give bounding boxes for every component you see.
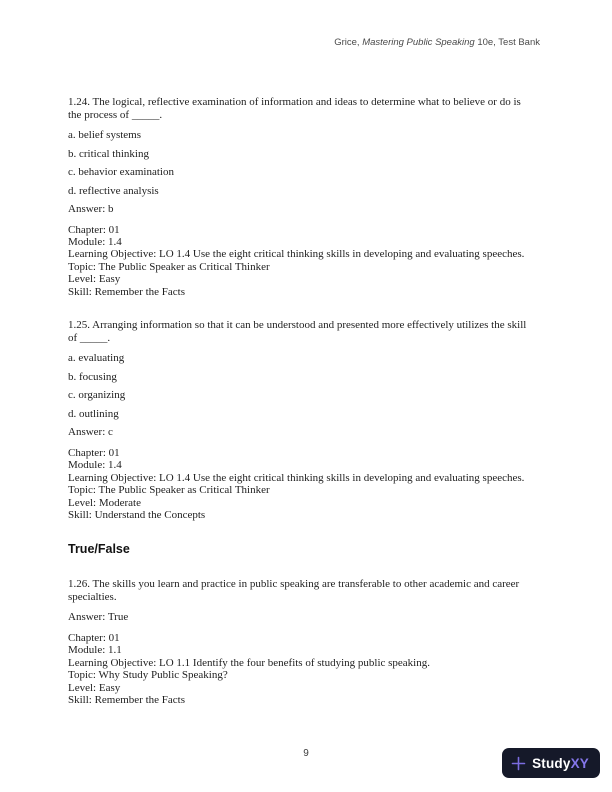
- question-text: [68, 96, 552, 121]
- meta-level: Level: Easy: [68, 273, 121, 286]
- question-metadata: [68, 632, 552, 707]
- meta-module: Module: 1.4: [68, 459, 122, 472]
- option-a: a. evaluating: [68, 352, 125, 365]
- question-line: specialties.: [68, 590, 117, 603]
- meta-module: Module: 1.1: [68, 644, 122, 657]
- meta-learning-objective: Learning Objective: LO 1.4 Use the eight critical thinking skills in developing and evaluating speeches.: [68, 471, 525, 484]
- header-suffix: 10e, Test Bank: [474, 37, 540, 48]
- question-line: of _____.: [68, 331, 111, 344]
- meta-topic: Topic: Why Study Public Speaking?: [68, 669, 228, 682]
- meta-chapter: Chapter: 01: [68, 223, 120, 236]
- plus-icon: [511, 756, 526, 771]
- question-1-26: [68, 578, 552, 706]
- meta-topic: Topic: The Public Speaker as Critical Thinker: [68, 260, 270, 273]
- logo-wordmark: [532, 756, 589, 771]
- header-book-title: Mastering Public Speaking: [362, 37, 475, 48]
- option-d: d. reflective analysis: [68, 184, 159, 197]
- question-line: 1.25. Arranging information so that it can be understood and presented more effectively utilizes the skill: [68, 319, 527, 332]
- meta-learning-objective: Learning Objective: LO 1.1 Identify the four benefits of studying public speaking.: [68, 656, 430, 669]
- meta-chapter: Chapter: 01: [68, 631, 120, 644]
- meta-skill: Skill: Remember the Facts: [68, 694, 186, 707]
- answer-line: Answer: c: [68, 426, 113, 439]
- meta-level: Level: Easy: [68, 681, 121, 694]
- studyxy-logo: [502, 748, 600, 778]
- question-1-24: [68, 96, 552, 298]
- option-c: c. behavior examination: [68, 166, 174, 178]
- question-metadata: [68, 224, 552, 299]
- true-false-section-heading: True/False: [68, 542, 130, 557]
- question-text: [68, 319, 552, 344]
- answer-line: Answer: b: [68, 203, 114, 215]
- question-metadata: [68, 447, 552, 522]
- meta-learning-objective: Learning Objective: LO 1.4 Use the eight critical thinking skills in developing and evaluating speeches.: [68, 248, 525, 261]
- logo-study-text: Study: [532, 755, 571, 771]
- option-c: c. organizing: [68, 389, 126, 402]
- meta-skill: Skill: Remember the Facts: [68, 285, 186, 298]
- question-line: 1.26. The skills you learn and practice in public speaking are transferable to other academic and career: [68, 578, 520, 591]
- meta-skill: Skill: Understand the Concepts: [68, 508, 206, 521]
- header-prefix: Grice,: [334, 37, 363, 48]
- page-body: [68, 96, 552, 728]
- question-line: 1.24. The logical, reflective examination of information and ideas to determine what to believe or do is: [68, 96, 521, 108]
- option-b: b. focusing: [68, 370, 117, 383]
- running-header: [334, 37, 540, 48]
- question-1-25: [68, 319, 552, 521]
- option-b: b. critical thinking: [68, 147, 149, 160]
- question-text: [68, 578, 552, 603]
- option-a: a. belief systems: [68, 129, 142, 141]
- answer-line: Answer: True: [68, 611, 129, 624]
- meta-chapter: Chapter: 01: [68, 446, 120, 459]
- logo-xy-text: XY: [570, 755, 589, 771]
- page-number: 9: [303, 748, 309, 759]
- meta-topic: Topic: The Public Speaker as Critical Thinker: [68, 484, 270, 497]
- option-d: d. outlining: [68, 407, 119, 420]
- meta-module: Module: 1.4: [68, 235, 122, 248]
- question-line: the process of _____.: [68, 108, 163, 121]
- meta-level: Level: Moderate: [68, 496, 141, 509]
